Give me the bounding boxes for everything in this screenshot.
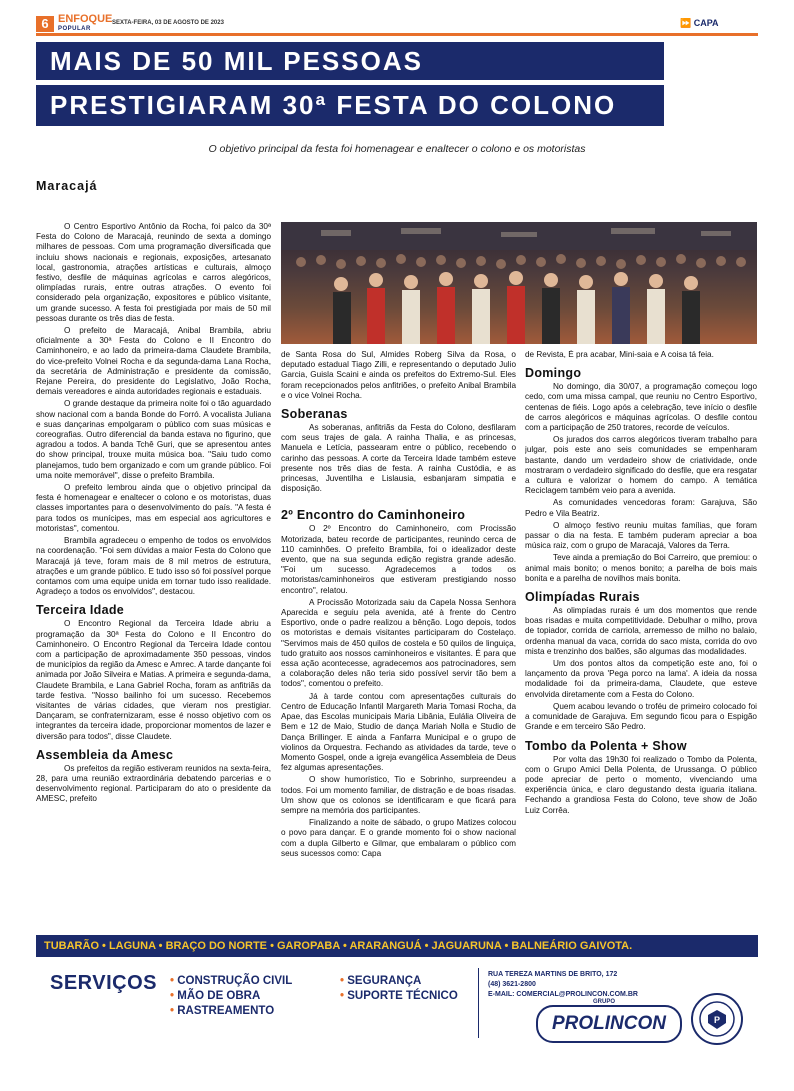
- prolincon-logo: PROLINCON: [536, 1005, 682, 1043]
- grupo-label: GRUPO: [590, 999, 618, 1005]
- paragraph: de Santa Rosa do Sul, Almides Roberg Silva da Rosa, o deputado estadual Tiago Zilli, e representando o deputado Julio Garcia, Guisla Scaini e ainda os prefeitos do Extremo-Sul. Eles foram recepcionados pelos anfitriões, o prefeito Anibal Brambila e o vice Volnei Rocha.: [281, 350, 516, 400]
- paragraph: A Procissão Motorizada saiu da Capela Nossa Senhora Aparecida e seguiu pela avenida, até à frente do Centro Esportivo, onde o padre realizou a bênção. Logo depois, todos os motoristas e demais visitantes participaram do Costelaço. "Servimos mais de 450 quilos de costela e 50 quilos de linguiça, tudo gratuito aos nossos caminhoneiros e visitantes. É para que essa ação acontecesse, agradecemos aos patrocinadores, sem a colaboração deles não teria sido possível servir tão bem a todos", comentou o prefeito.: [281, 597, 516, 689]
- paragraph: Por volta das 19h30 foi realizado o Tombo da Polenta, com o Grupo Amici Della Polenta, de Urussanga. O público pode apreciar de perto o momento, vivenciando uma experiência única, e claro degustando desta iguaria italiana. Fechando a grandiosa Festa do Colono, teve show de João Luiz Corrêa.: [525, 754, 757, 815]
- article-column-3: [525, 350, 757, 876]
- crowd-photo: [281, 222, 757, 344]
- service-item: RASTREAMENTO: [177, 1005, 275, 1017]
- issue-date: SEXTA-FEIRA, 03 DE AGOSTO DE 2023: [112, 20, 224, 26]
- service-item: SEGURANÇA: [347, 975, 422, 987]
- headline-line2: PRESTIGIARAM 30ª FESTA DO COLONO: [36, 85, 664, 126]
- paragraph: O prefeito lembrou ainda que o objetivo principal da festa é homenagear e enaltecer o colono e os motoristas, duas classes importantes para o desenvolvimento do país. "A festa é para todos os munícipes, mas em especial aos agricultores e motoristas", comentou.: [36, 483, 271, 533]
- subheading-encontro-caminhoneiro: 2º Encontro do Caminhoneiro: [281, 508, 466, 523]
- subtitle: O objetivo principal da festa foi homenagear e enaltecer o colono e os motoristas: [208, 143, 586, 155]
- paragraph: de Revista, É pra acabar, Mini-saia e A coisa tá feia.: [525, 350, 714, 359]
- paragraph: Teve ainda a premiação do Boi Carreiro, que premiou: o animal mais bonito; o menos bonito; a parelha de bois mais bonita e a parelha de novilhos mais bonita.: [525, 553, 757, 583]
- ad-towns-bar: TUBARÃO • LAGUNA • BRAÇO DO NORTE • GAROPABA • ARARANGUÁ • JAGUARUNA • BALNEÁRIO GAIVOTA.: [36, 935, 758, 957]
- headline-line1: MAIS DE 50 MIL PESSOAS: [36, 42, 664, 80]
- subheading-soberanas: Soberanas: [281, 407, 348, 422]
- paragraph: O Centro Esportivo Antônio da Rocha, foi palco da 30ª Festa do Colono de Maracajá, reunindo de sexta a domingo milhares de pessoas. Com uma programação diversificada que incluiu shows nacionais e regionais, exposições, artesanato local, gastronomia, atrações artísticas e culturais, almoço festivo, desfile de máquinas agrícolas e carros alegóricos, olimpíadas rurais, entre outras atrações. O evento foi considerado pela organização, expositores e público visitante, um grande sucesso. A festa foi prestigiada por mais de 50 mil pessoas durante os três dias de festa.: [36, 222, 271, 323]
- paragraph: As soberanas, anfitriãs da Festa do Colono, desfilaram com seus trajes de gala. A rainha Thalia, e as princesas, Manuela e Letícia, passearam entre o público, recebendo o carinho das pessoas. A corte da Terceira Idade também esteve presente nos três dias de festa. A rainha Custódia, e as princesas, Juventilha e Lislausia, esbanjaram simpatia e disposição.: [281, 423, 516, 494]
- paragraph: O grande destaque da primeira noite foi o tão aguardado show nacional com a banda Bonde do Forró. A vocalista Juliana e suas dançarinas empolgaram o público com suas músicas e coreografias. Outro diferencial da banda estava no figurino, que agradou a todos. A banda Tchê Guri, que se apresentou antes do show principal, trouxe muita música boa. "Saiu tudo como planejamos, tudo bem organizado e com um grande público. Foi uma noite memorável", disse o prefeito Brambila.: [36, 399, 271, 480]
- subheading-terceira-idade: Terceira Idade: [36, 603, 125, 618]
- page-number: 6: [36, 16, 54, 32]
- paragraph: O show humorístico, Tio e Sobrinho, surpreendeu a todos. Foi um momento familiar, de distração e de boas risadas. Um show que os colonos se identificaram e que ficará para sempre na memória dos participantes.: [281, 775, 516, 815]
- ad-services-title: SERVIÇOS: [50, 972, 157, 994]
- svg-text:P: P: [713, 1015, 721, 1025]
- header-rule: [36, 33, 758, 36]
- paragraph: O 2º Encontro do Caminhoneiro, com Procissão Motorizada, bateu recorde de participantes, reunindo cerca de 110 caminhões. O prefeito Brambila, foi o idealizador deste evento, que na sua segunda edição registra grande adesão. "Foi um sucesso. Agradecemos a todos os motoristas/caminhoneiros que estiveram prestigiando nosso encontro", relatou.: [281, 524, 516, 595]
- dateline-city: Maracajá: [36, 179, 98, 193]
- ad-divider: [478, 968, 479, 1038]
- paragraph: O Encontro Regional da Terceira Idade abriu a programação da 30ª Festa do Colono e II Encontro do Caminhoneiro. O Encontro Regional da Terceira Idade contou com a participação de aproximadamente 350 pessoas, vindos de municípios da região da Amesc e Amrec. A tarde dançante foi animada por João Silveira e Matias. A primeira e segunda-dama, Claudete Brambila, e Lana Gabriel Rocha, foram as anfitriãs da tarde festiva. "Nosso bailinho foi um sucesso. Recebemos visitantes de várias cidades, que vieram nos prestigiar. Dançaram, se confraternizaram, esse é nosso objetivo com os integrantes da terceira idade, proporcionar momentos de lazer e diversão para todos", disse Claudete.: [36, 619, 271, 741]
- subheading-olimpiadas-rurais: Olimpíadas Rurais: [525, 590, 640, 605]
- subheading-assembleia-amesc: Assembleia da Amesc: [36, 747, 174, 762]
- paragraph: Os jurados dos carros alegóricos tiveram trabalho para julgar, pois este ano seis comunidades se empenharam bastante, dando um verdadeiro show de criatividade, onde mostraram o verdadeiro significado do desfile, que era resgatar a cultura e valorizar o homem do campo. A temática Reciclagem também veio para a avenida.: [525, 435, 757, 496]
- service-item: CONSTRUÇÃO CIVIL: [177, 975, 293, 987]
- vigilancia-seal-icon: [690, 992, 744, 1046]
- paragraph: As comunidades vencedoras foram: Garajuva, São Pedro e Vila Beatriz.: [525, 498, 757, 518]
- paragraph: No domingo, dia 30/07, a programação começou logo cedo, com uma missa campal, que reuniu no Centro Esportivo, centenas de fiéis. Logo após a celebração, teve início o desfile de carros alegóricos e máquinas agrícolas. O desfile contou com a participação de 250 tratores, recorde de veículos.: [525, 382, 757, 433]
- paragraph: Quem acabou levando o troféu de primeiro colocado foi a comunidade de Garajuva. Em segundo ficou para o Espigão Grande e em terceiro São Pedro.: [525, 701, 757, 732]
- paragraph: O prefeito de Maracajá, Anibal Brambila, abriu oficialmente a 30ª Festa do Colono e II Encontro do Caminhoneiro, e ao lado da primeira-dama Claudete Brambila, do vice-prefeito Volnei Rocha e da segunda-dama Lana Rocha, da secretária de Administração e presidente da comissão, Rejane Pereira, do presidente do Legislativo, João Rocha, demais vereadores e ainda autoridades regionais e estaduais.: [36, 326, 271, 397]
- paragraph: Brambila agradeceu o empenho de todos os envolvidos na coordenação. "Foi sem dúvidas a maior Festa do Colono que Maracajá já teve, foram mais de 8 mil metros de estrutura, atrações e um grande público. E tudo isso só foi possível porque contamos com uma equipe unida em tornar tudo isso realidade. Agradeço a todos os envolvidos", destacou.: [36, 536, 271, 597]
- section-capa-link[interactable]: ⏩ CAPA: [680, 18, 719, 28]
- article-column-2: [281, 350, 516, 876]
- service-item: SUPORTE TÉCNICO: [347, 990, 458, 1002]
- paragraph: O almoço festivo reuniu muitas famílias, que foram passar o dia na festa. E também puderam apreciar a boa música raiz, com o grupo de Maracajá, Valores da Terra.: [525, 520, 757, 551]
- brand-logo: ENFOQUE POPULAR: [58, 13, 113, 32]
- ad-services-list-right: • SEGURANÇA • SUPORTE TÉCNICO: [340, 975, 458, 1002]
- ad-contact: RUA TEREZA MARTINS DE BRITO, 172 (48) 3621-2800 E-MAIL: COMERCIAL@PROLINCON.COM.BR: [488, 971, 638, 998]
- paragraph: Os prefeitos da região estiveram reunidos na sexta-feira, 28, para uma reunião extraordinária debatendo parcerias e o desenvolvimento regional. Participaram do ato o presidente da AMESC, prefeito: [36, 763, 271, 804]
- paragraph: Finalizando a noite de sábado, o grupo Matizes colocou o povo para dançar. E o grande momento foi o show nacional com a dupla Gilberto e Gilmar, que embalaram o público com seus sucessos como: Capa: [281, 818, 516, 858]
- service-item: MÃO DE OBRA: [177, 990, 261, 1002]
- article-column-1: [36, 222, 271, 874]
- ad-services-list-left: • CONSTRUÇÃO CIVIL • MÃO DE OBRA • RASTREAMENTO: [170, 975, 293, 1017]
- paragraph: As olimpíadas rurais é um dos momentos que rende boas risadas e muita competitividade. Debulhar o milho, prova de topiador, corrida de carriola, arremesso de milho no balaio, ordenha manual da vaca, corrida do saco mista, corrida do ovo mista e trenzinho dos balões, são algumas das modalidades.: [525, 606, 757, 656]
- paragraph: Já à tarde contou com apresentações culturais do Centro de Educação Infantil Margareth Maria Tomasi Rocha, da Apae, das Escolas municipais Maria Libânia, Eulália Oliveira de Bem e 12 de Maio, Studio de dança Mariah Nolla e Studio de Dança Brillinger. E ainda a Fanfarra Municipal e o grupo de violinos da Orquestra. Fechando as atividades da tarde, teve o Momento Gospel, onde a igreja evangélica Assembleia de Deus fez algumas apresentações.: [281, 691, 516, 773]
- subheading-domingo: Domingo: [525, 366, 582, 381]
- paragraph: Um dos pontos altos da competição este ano, foi o lançamento da prova 'Pega porco na lama'. A ideia da nossa modalidade foi da primeira-dama, Claudete, que esteve envolvida diretamente com a Festa do Colono.: [525, 659, 757, 699]
- double-chevron-icon: ⏩: [680, 18, 694, 28]
- subheading-tombo-polenta: Tombo da Polenta + Show: [525, 738, 687, 753]
